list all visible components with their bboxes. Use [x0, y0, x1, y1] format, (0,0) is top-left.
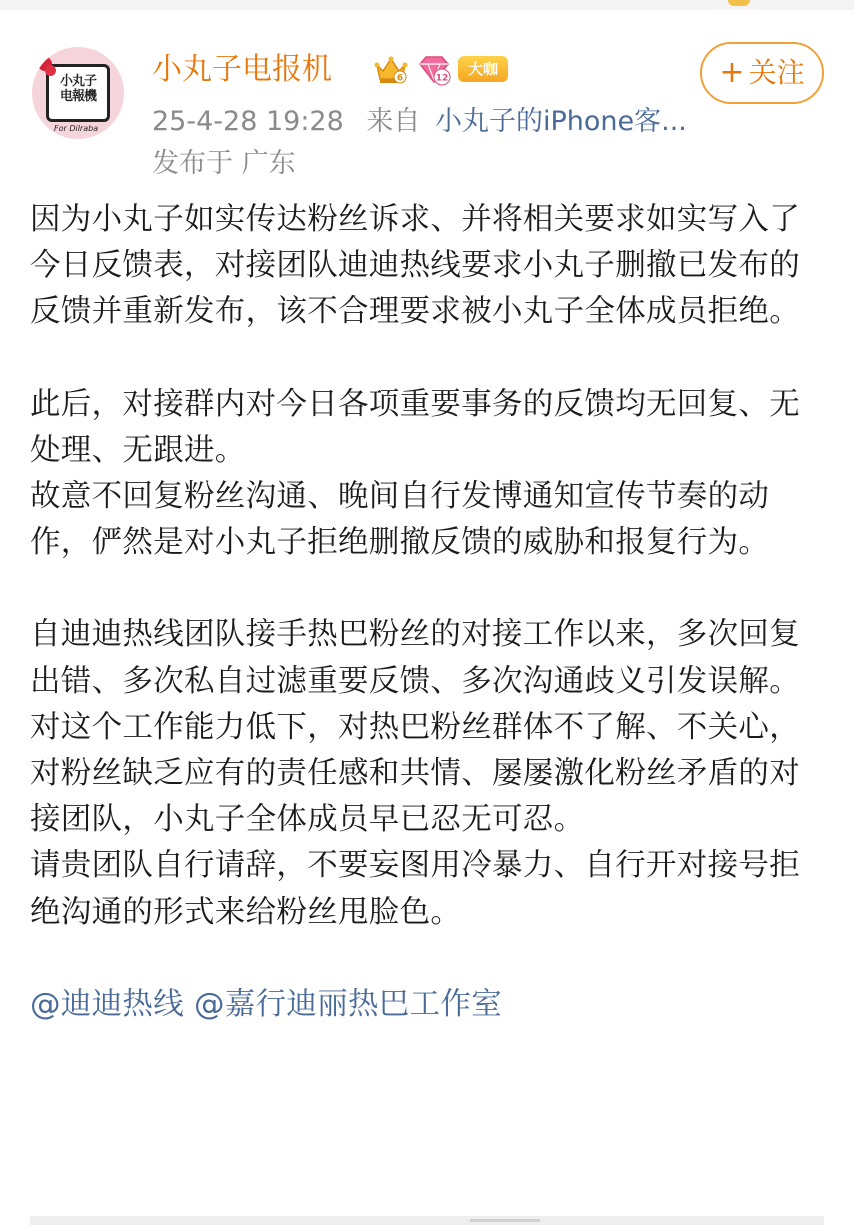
paragraph-gap — [30, 566, 830, 612]
source-prefix: 来自 — [366, 106, 421, 137]
follow-label: 关注 — [748, 56, 805, 89]
follow-button[interactable] — [700, 42, 824, 104]
avatar-card — [46, 64, 110, 122]
avatar[interactable] — [32, 47, 124, 139]
paragraph-3: 故意不回复粉丝沟通、晚间自行发博通知宣传节奏的动作，俨然是对小丸子拒绝删撤反馈的威胁和报复行为。 — [30, 479, 770, 561]
paragraph-1: 因为小丸子如实传达粉丝诉求、并将相关要求如实写入了今日反馈表，对接团队迪迪热线要求小丸子删撤已发布的反馈并重新发布，该不合理要求被小丸子全体成员拒绝。 — [30, 202, 800, 330]
crown-level: 6 — [396, 73, 404, 84]
post-body — [30, 197, 830, 1028]
paragraph-2: 此后，对接群内对今日各项重要事务的反馈均无回复、无处理、无跟进。 — [30, 386, 800, 468]
daka-badge[interactable]: 大咖 — [458, 56, 508, 82]
avatar-tag: For Dilraba — [54, 124, 99, 133]
level-badge-icon[interactable] — [416, 54, 452, 86]
mentions[interactable]: @迪迪热线 @嘉行迪丽热巴工作室 — [30, 986, 502, 1022]
top-strip — [0, 0, 854, 10]
author-name[interactable]: 小丸子电报机 — [152, 52, 332, 87]
fan-level: 12 — [435, 73, 449, 84]
paragraph-5: 请贵团队自行请辞，不要妄图用冷暴力、自行开对接号拒绝沟通的形式来给粉丝甩脸色。 — [30, 848, 800, 930]
paragraph-gap — [30, 336, 830, 382]
post-meta — [152, 104, 687, 140]
post-timestamp: 25-4-28 19:28 — [152, 106, 344, 137]
image-preview-mark — [470, 1219, 540, 1222]
cherry-icon-2 — [45, 65, 56, 76]
source-link[interactable]: 小丸子的iPhone客... — [434, 106, 687, 137]
paragraph-gap — [30, 936, 830, 982]
paragraph-4: 自迪迪热线团队接手热巴粉丝的对接工作以来，多次回复出错、多次私自过滤重要反馈、多次沟通歧义引发误解。对这个工作能力低下，对热巴粉丝群体不了解、不关心，对粉丝缺乏应有的责任感和共情、屡屡激化粉丝矛盾的对接团队，小丸子全体成员早已忍无可忍。 — [30, 617, 800, 838]
avatar-text-line2: 电報機 — [59, 89, 96, 104]
top-decoration — [728, 0, 750, 6]
avatar-text-line1: 小丸子 — [59, 74, 96, 89]
post-location: 发布于 广东 — [152, 148, 296, 179]
attached-image-preview[interactable] — [30, 1216, 824, 1225]
crown-badge-icon[interactable] — [374, 55, 408, 85]
plus-icon: + — [719, 55, 745, 90]
